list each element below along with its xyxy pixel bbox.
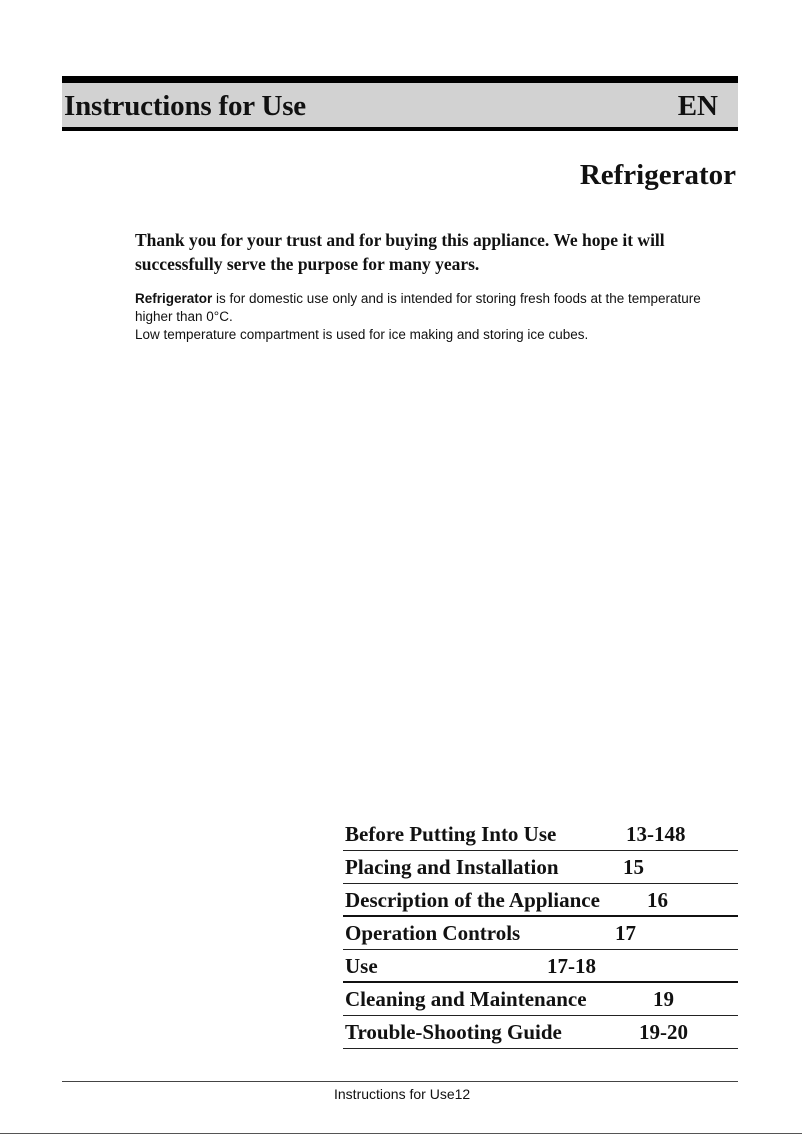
intro-paragraph: Thank you for your trust and for buying this appliance. We hope it will successfully serve the purpose for many years. bbox=[135, 230, 665, 274]
toc-row[interactable] bbox=[343, 884, 738, 917]
toc-label: Before Putting Into Use bbox=[345, 822, 557, 846]
toc-page: 19 bbox=[653, 987, 674, 1011]
toc-label: Description of the Appliance bbox=[345, 888, 600, 912]
toc-row[interactable] bbox=[343, 851, 738, 884]
toc-page: 17-18 bbox=[547, 954, 596, 978]
product-name: Refrigerator bbox=[135, 291, 213, 306]
toc-page: 15 bbox=[623, 855, 644, 879]
description-paragraph bbox=[135, 290, 735, 344]
toc-row[interactable] bbox=[343, 983, 738, 1016]
toc-label: Operation Controls bbox=[345, 921, 521, 945]
language-code: EN bbox=[677, 90, 718, 122]
toc-page: 16 bbox=[647, 888, 668, 912]
toc-row[interactable] bbox=[343, 950, 738, 983]
toc-row[interactable] bbox=[343, 917, 738, 950]
toc-page: 19-20 bbox=[639, 1020, 688, 1044]
description-line1: is for domestic use only and is intended for storing fresh foods at the temperature higher than 0°C. bbox=[135, 291, 701, 324]
toc-row[interactable] bbox=[343, 1016, 738, 1049]
toc-page: 13-148 bbox=[626, 822, 686, 846]
table-of-contents bbox=[343, 818, 738, 1049]
description-line2: Low temperature compartment is used for ice making and storing ice cubes. bbox=[135, 327, 589, 342]
toc-row[interactable] bbox=[343, 818, 738, 851]
page-edge-line bbox=[0, 1133, 802, 1134]
toc-label: Use bbox=[345, 954, 378, 978]
toc-label: Placing and Installation bbox=[345, 855, 559, 879]
toc-label: Cleaning and Maintenance bbox=[345, 987, 587, 1011]
footer-rule bbox=[62, 1081, 738, 1082]
header-bottom-rule bbox=[62, 127, 738, 131]
toc-page: 17 bbox=[615, 921, 636, 945]
toc-label: Trouble-Shooting Guide bbox=[345, 1020, 562, 1044]
header-title: Instructions for Use bbox=[64, 90, 306, 122]
header-top-rule bbox=[62, 76, 738, 83]
document-title: Refrigerator bbox=[579, 159, 736, 191]
page-footer: Instructions for Use12 bbox=[334, 1086, 471, 1102]
